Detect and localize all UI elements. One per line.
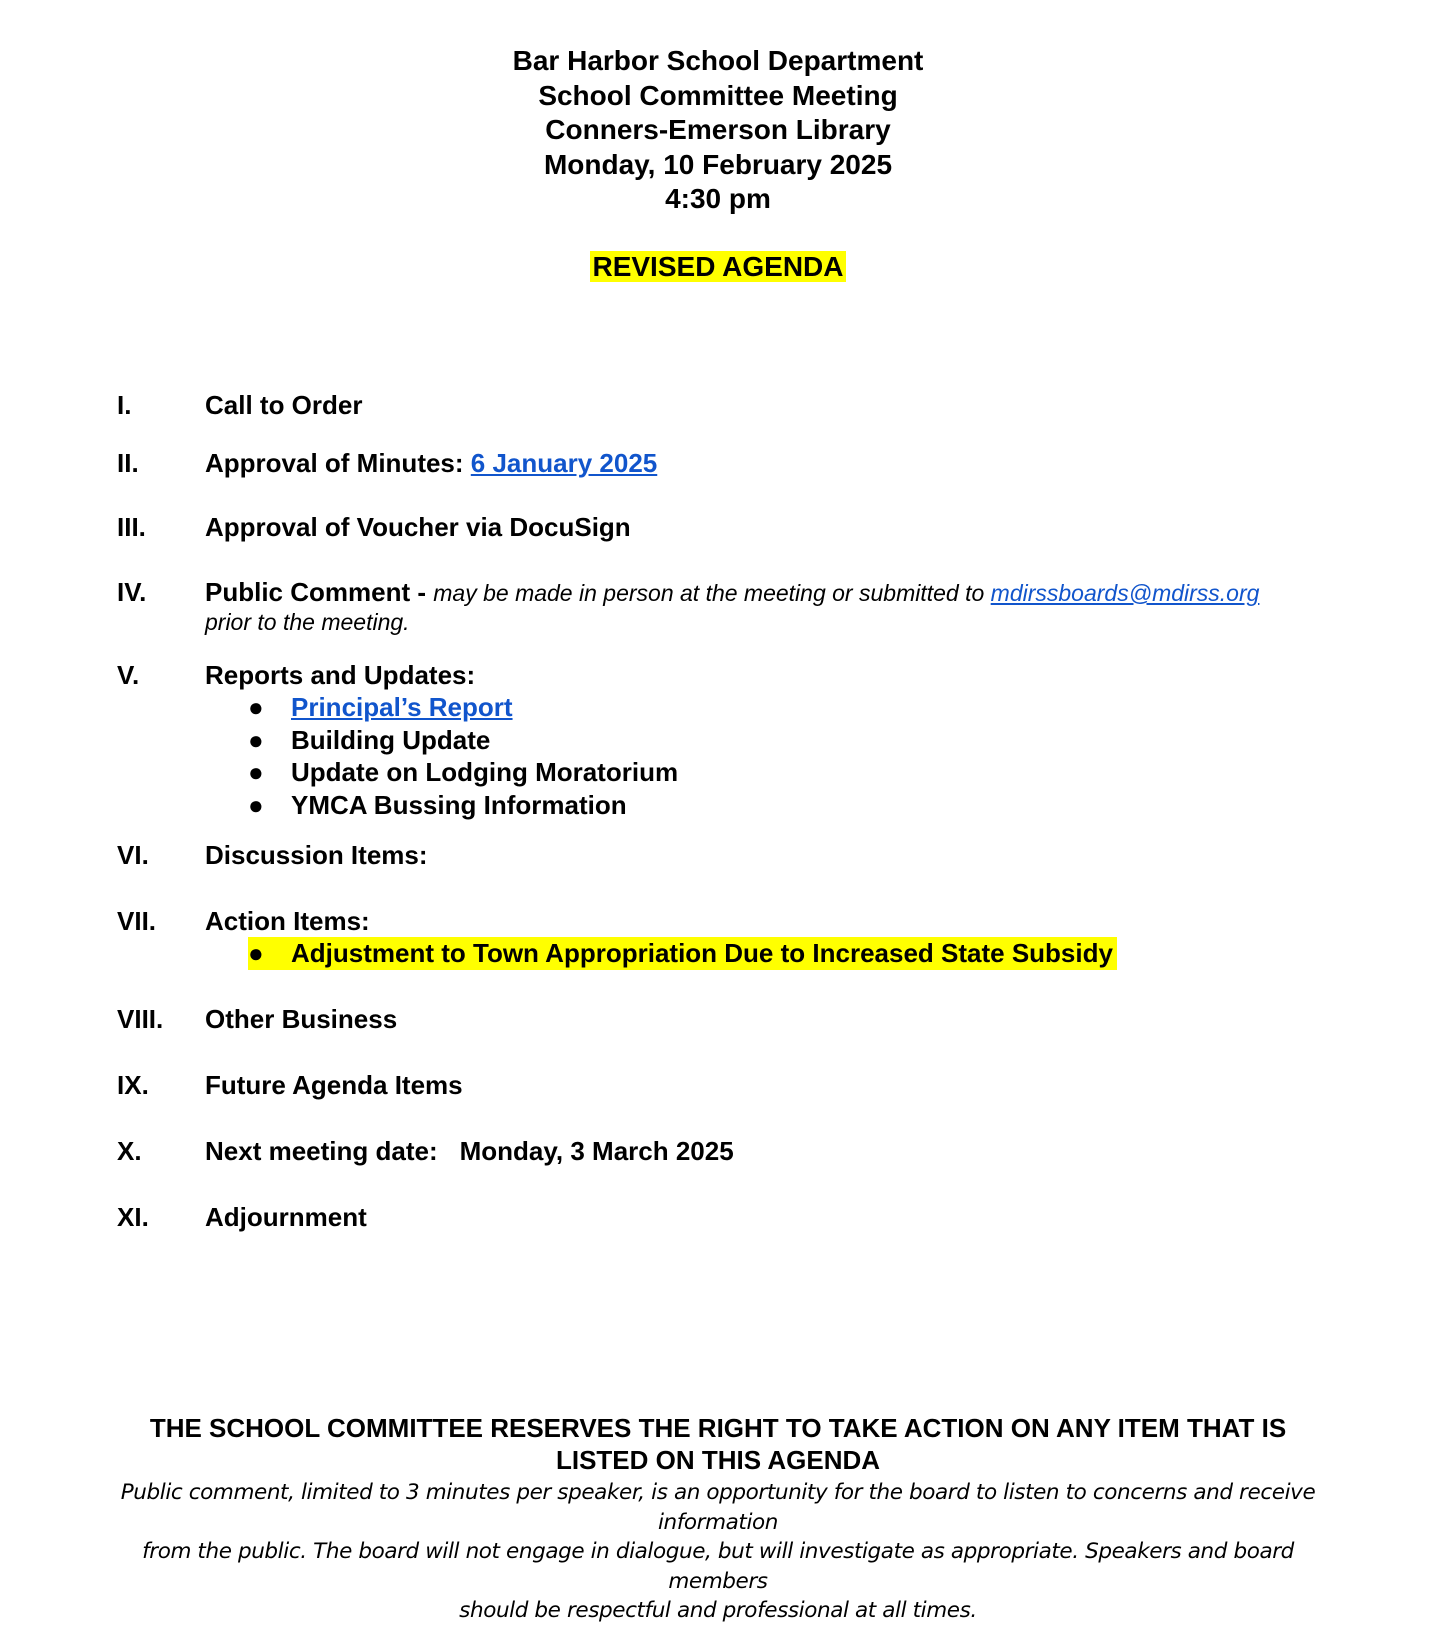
- list-item-label: Update on Lodging Moratorium: [291, 757, 679, 787]
- bullet-icon: ●: [248, 757, 264, 787]
- agenda-item-number: VII.: [117, 906, 157, 936]
- list-item-label: YMCA Bussing Information: [291, 789, 627, 820]
- reservation-notice: [0, 1412, 1436, 1476]
- agenda-item-number: I.: [117, 390, 132, 420]
- agenda-item-number: V.: [117, 660, 140, 690]
- policy-line: from the public. The board will not engage in dialogue, but will investigate as appropriate. Speakers and board members: [142, 1539, 1294, 1594]
- list-item: [248, 756, 678, 789]
- agenda-item-text: [205, 576, 1259, 609]
- reservation-notice-line: THE SCHOOL COMMITTEE RESERVES THE RIGHT TO TAKE ACTION ON ANY ITEM THAT IS: [149, 1413, 1287, 1443]
- agenda-item-label: Public Comment -: [205, 577, 434, 607]
- agenda-item-number: VI.: [117, 840, 149, 870]
- agenda-item-label: Future Agenda Items: [205, 1070, 463, 1100]
- reservation-notice-line: LISTED ON THIS AGENDA: [555, 1445, 881, 1475]
- revised-agenda-title: [0, 250, 1436, 284]
- revised-agenda-label: REVISED AGENDA: [592, 251, 844, 282]
- list-item: [248, 789, 678, 822]
- meeting-name: School Committee Meeting: [538, 79, 898, 111]
- principals-report-link[interactable]: Principal’s Report: [291, 692, 513, 722]
- organization-name: Bar Harbor School Department: [512, 45, 924, 76]
- agenda-item-text: [205, 1135, 734, 1167]
- agenda-item-number: XI.: [117, 1202, 149, 1232]
- agenda-item-number: III.: [117, 512, 146, 542]
- agenda-item-label: Other Business: [205, 1004, 398, 1034]
- document-header: [0, 44, 1436, 217]
- meeting-time: 4:30 pm: [665, 183, 771, 214]
- list-item: [248, 937, 1117, 970]
- agenda-item-label: Adjournment: [205, 1202, 367, 1232]
- minutes-link[interactable]: 6 January 2025: [470, 448, 658, 478]
- email-link[interactable]: mdirssboards@mdirss.org: [990, 580, 1260, 606]
- meeting-date: Monday, 10 February 2025: [543, 148, 893, 180]
- policy-line: should be respectful and professional at all times.: [459, 1598, 977, 1623]
- public-comment-policy: [90, 1478, 1346, 1626]
- list-item: [248, 691, 678, 724]
- bullet-icon: ●: [248, 724, 264, 755]
- public-comment-note-continued: prior to the meeting.: [205, 609, 410, 635]
- agenda-item-label: Approval of Voucher via DocuSign: [205, 512, 631, 542]
- list-item-label: Adjustment to Town Appropriation Due to Increased State Subsidy: [291, 938, 1113, 968]
- agenda-item-label: Call to Order: [205, 390, 363, 420]
- list-item-label: Building Update: [291, 724, 491, 755]
- action-items-list: [248, 937, 1117, 970]
- public-comment-note: may be made in person at the meeting or submitted to: [433, 580, 991, 606]
- reports-list: [248, 691, 678, 821]
- agenda-item-number: IX.: [117, 1070, 149, 1100]
- agenda-item-number: VIII.: [117, 1004, 164, 1034]
- policy-line: Public comment, limited to 3 minutes per speaker, is an opportunity for the board to listen to concerns and receive information: [120, 1480, 1316, 1535]
- agenda-item-number: X.: [117, 1136, 142, 1166]
- meeting-location: Conners-Emerson Library: [545, 114, 891, 145]
- agenda-item-label: Reports and Updates:: [205, 660, 476, 690]
- agenda-item-number: II.: [117, 448, 139, 478]
- agenda-item-label: Discussion Items:: [205, 840, 428, 870]
- agenda-item-label: Next meeting date:: [205, 1136, 438, 1166]
- agenda-item-number: IV.: [117, 577, 147, 607]
- agenda-item-label: Approval of Minutes:: [205, 448, 471, 478]
- list-item: [248, 724, 678, 757]
- agenda-item-text: [205, 447, 657, 479]
- next-meeting-date-value: Monday, 3 March 2025: [459, 1136, 734, 1166]
- agenda-item-label: Action Items:: [205, 906, 370, 936]
- bullet-icon: ●: [248, 938, 264, 968]
- bullet-icon: ●: [248, 789, 264, 820]
- bullet-icon: ●: [248, 692, 264, 722]
